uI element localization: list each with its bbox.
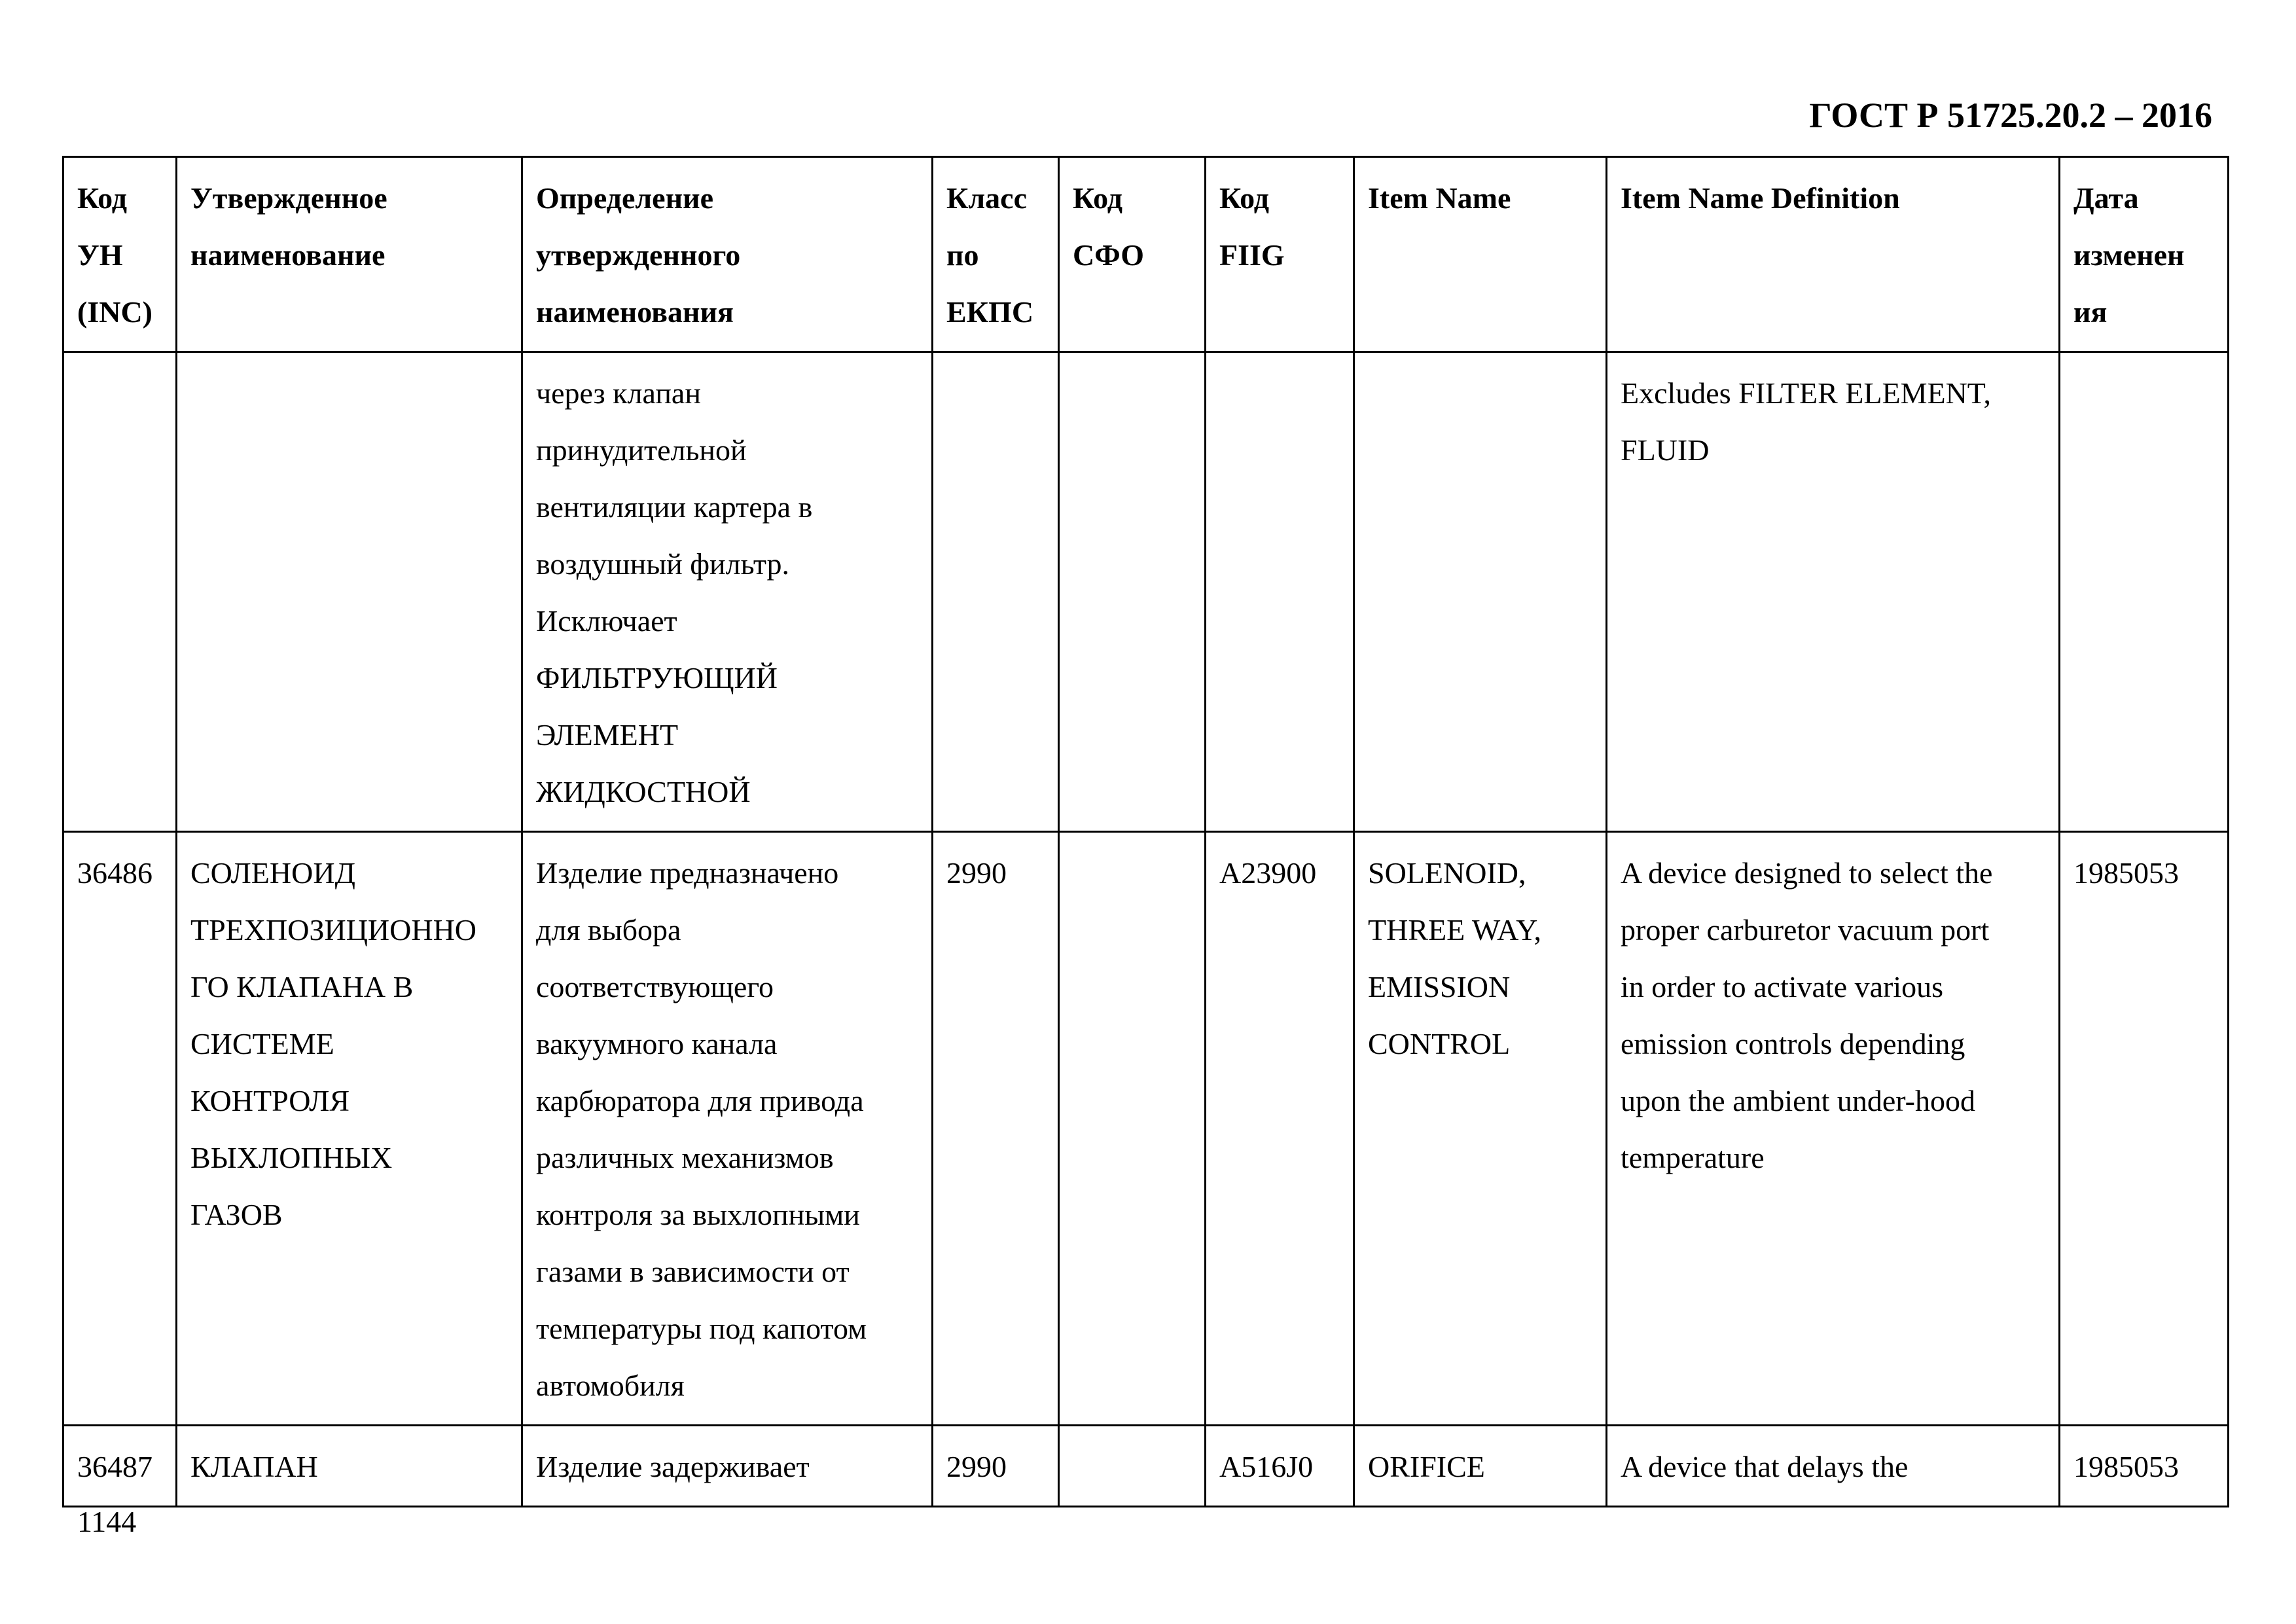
cell-item-name-definition: A device that delays the	[1607, 1426, 2060, 1507]
cell-sfo-code	[1059, 832, 1206, 1426]
cell-fiig-code	[1206, 352, 1354, 832]
cell-ekps-class: 2990	[933, 1426, 1059, 1507]
page-number: 1144	[77, 1505, 137, 1538]
cell-sfo-code	[1059, 352, 1206, 832]
cell-definition: через клапан принудительной вентиляции картера в воздушный фильтр. Исключает ФИЛЬТРУЮЩИЙ ЭЛЕМЕНТ ЖИДКОСТНОЙ	[522, 352, 933, 832]
column-header-inc: Код УН (INC)	[63, 157, 177, 352]
cell-item-name	[1354, 352, 1607, 832]
cell-item-name-definition: A device designed to select the proper carburetor vacuum port in order to activate various emission controls depending upon the ambient under-hood temperature	[1607, 832, 2060, 1426]
column-header-change-date: Дата изменен ия	[2060, 157, 2229, 352]
cell-definition: Изделие предназначено для выбора соответствующего вакуумного канала карбюратора для привода различных механизмов контроля за выхлопными газами в зависимости от температуры под капотом автомобиля	[522, 832, 933, 1426]
document-standard-title: ГОСТ Р 51725.20.2 – 2016	[1809, 96, 2212, 135]
column-header-item-name: Item Name	[1354, 157, 1607, 352]
column-header-ekps-class: Класс по ЕКПС	[933, 157, 1059, 352]
cell-inc	[63, 352, 177, 832]
cell-change-date: 1985053	[2060, 832, 2229, 1426]
cell-change-date	[2060, 352, 2229, 832]
cell-inc: 36486	[63, 832, 177, 1426]
cell-inc: 36487	[63, 1426, 177, 1507]
cell-item-name: SOLENOID, THREE WAY, EMISSION CONTROL	[1354, 832, 1607, 1426]
cell-fiig-code: A23900	[1206, 832, 1354, 1426]
table-row	[63, 832, 2229, 1426]
column-header-fiig-code: Код FIIG	[1206, 157, 1354, 352]
table-row	[63, 1426, 2229, 1507]
cell-ekps-class: 2990	[933, 832, 1059, 1426]
column-header-item-name-definition: Item Name Definition	[1607, 157, 2060, 352]
column-header-sfo-code: Код СФО	[1059, 157, 1206, 352]
cell-fiig-code: A516J0	[1206, 1426, 1354, 1507]
cell-sfo-code	[1059, 1426, 1206, 1507]
table-row	[63, 352, 2229, 832]
cell-item-name-definition: Excludes FILTER ELEMENT, FLUID	[1607, 352, 2060, 832]
cell-definition: Изделие задерживает	[522, 1426, 933, 1507]
cell-change-date: 1985053	[2060, 1426, 2229, 1507]
cell-approved-name: СОЛЕНОИД ТРЕХПОЗИЦИОННО ГО КЛАПАНА В СИСТЕМЕ КОНТРОЛЯ ВЫХЛОПНЫХ ГАЗОВ	[177, 832, 522, 1426]
cell-approved-name: КЛАПАН	[177, 1426, 522, 1507]
column-header-definition: Определение утвержденного наименования	[522, 157, 933, 352]
column-header-approved-name: Утвержденное наименование	[177, 157, 522, 352]
table-header-row	[63, 157, 2229, 352]
cell-item-name: ORIFICE	[1354, 1426, 1607, 1507]
cell-ekps-class	[933, 352, 1059, 832]
item-names-table	[62, 156, 2229, 1507]
cell-approved-name	[177, 352, 522, 832]
